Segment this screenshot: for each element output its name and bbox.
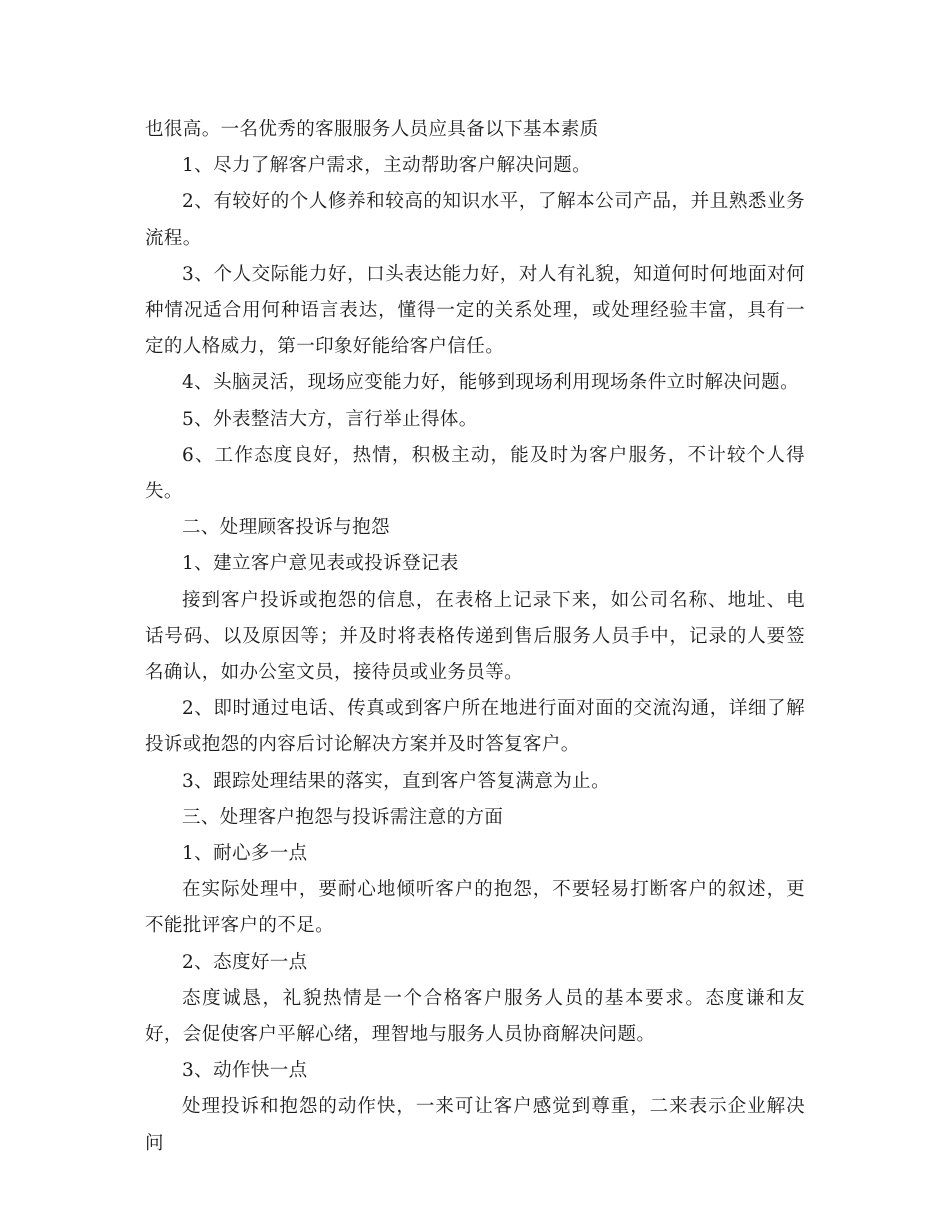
subsection-heading: 1、耐心多一点 [182, 843, 308, 865]
list-item: 6、工作态度良好，热情，积极主动，能及时为客户服务，不计较个人得失。 [145, 444, 805, 503]
paragraph: 在实际处理中，要耐心地倾听客户的抱怨，不要轻易打断客户的叙述，更不能批评客户的不足。 [145, 879, 805, 937]
paragraph: 处理投诉和抱怨的动作快，一来可让客户感觉到尊重，二来表示企业解决问 [145, 1096, 805, 1154]
section-heading: 三、处理客户抱怨与投诉需注意的方面 [182, 806, 504, 828]
document-body [145, 112, 805, 1162]
subsection-heading: 1、建立客户意见表或投诉登记表 [182, 553, 459, 575]
subsection-heading: 2、即时通过电话、传真或到客户所在地进行面对面的交流沟通，详细了解投诉或抱怨的内容后讨论解决方案并及时答复客户。 [145, 698, 805, 756]
paragraph: 接到客户投诉或抱怨的信息，在表格上记录下来，如公司名称、地址、电话号码、以及原因等；并及时将表格传递到售后服务人员手中，记录的人要签名确认，如办公室文员，接待员或业务员等。 [145, 589, 805, 684]
paragraph: 态度诚恳，礼貌热情是一个合格客户服务人员的基本要求。态度谦和友好，会促使客户平解心绪，理智地与服务人员协商解决问题。 [145, 987, 805, 1046]
list-item: 3、个人交际能力好，口头表达能力好，对人有礼貌，知道何时何地面对何种情况适合用何种语言表达，懂得一定的关系处理，或处理经验丰富，具有一定的人格威力，第一印象好能给客户信任。 [145, 263, 805, 358]
list-item: 2、有较好的个人修养和较高的知识水平，了解本公司产品，并且熟悉业务流程。 [145, 191, 805, 249]
subsection-heading: 2、态度好一点 [182, 951, 308, 973]
subsection-heading: 3、跟踪处理结果的落实，直到客户答复满意为止。 [182, 770, 610, 792]
paragraph: 也很高。一名优秀的客服服务人员应具备以下基本素质 [145, 119, 599, 140]
subsection-heading: 3、动作快一点 [182, 1060, 308, 1082]
list-item: 1、尽力了解客户需求，主动帮助客户解决问题。 [182, 155, 592, 177]
list-item: 5、外表整洁大方，言行举止得体。 [182, 408, 478, 430]
section-heading: 二、处理顾客投诉与抱怨 [182, 517, 390, 539]
list-item: 4、头脑灵活，现场应变能力好，能够到现场利用现场条件立时解决问题。 [182, 372, 799, 394]
